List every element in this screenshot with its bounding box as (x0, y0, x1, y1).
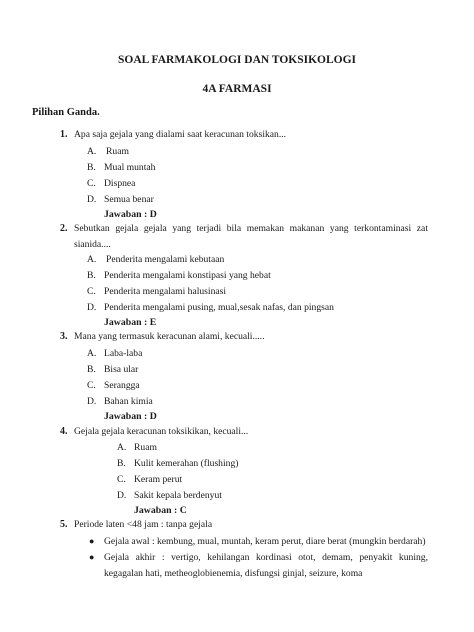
answer-key: Jawaban : E (104, 317, 157, 328)
option-text: Ruam (106, 146, 129, 157)
option-letter: A. (87, 348, 97, 359)
question-text: Sebutkan gejala gejala yang terjadi bila memakan makanan yang terkontaminasi zat (74, 223, 428, 234)
bullet-icon: ● (89, 552, 95, 562)
question-text: Mana yang termasuk keracunan alami, kecuali..... (74, 331, 265, 342)
question-number: 2. (60, 223, 68, 234)
bullet-text: Gejala awal : kembung, mual, muntah, keram perut, diare berat (mungkin berdarah) (104, 536, 426, 547)
bullet-text-continued: kegagalan hati, metheoglobienemia, disfungsi ginjal, seizure, koma (104, 568, 363, 579)
answer-key: Jawaban : D (104, 209, 157, 220)
option-letter: C. (87, 178, 96, 189)
option-text: Ruam (134, 442, 157, 453)
bullet-icon: ● (89, 536, 95, 546)
option-text: Kulit kemerahan (flushing) (134, 458, 239, 469)
option-letter: D. (87, 396, 97, 407)
question-text: Gejala gejala keracunan toksikikan, kecuali... (74, 426, 249, 437)
bullet-text: Gejala akhir : vertigo, kehilangan kordinasi otot, demam, penyakit kuning, (104, 552, 428, 563)
question-number: 5. (60, 519, 68, 530)
question-number: 1. (60, 129, 68, 140)
answer-key: Jawaban : C (134, 505, 187, 516)
option-text: Sakit kepala berdenyut (134, 490, 222, 501)
option-letter: B. (87, 364, 96, 375)
option-text: Penderita mengalami konstipasi yang hebat (104, 270, 271, 281)
section-heading: Pilihan Ganda. (32, 107, 100, 118)
option-letter: A. (87, 146, 97, 157)
option-text: Penderita mengalami kebutaan (106, 254, 225, 265)
option-text: Penderita mengalami pusing, mual,sesak nafas, dan pingsan (104, 302, 334, 313)
option-text: Keram perut (134, 474, 183, 485)
option-letter: D. (117, 490, 127, 501)
option-text: Mual muntah (104, 162, 156, 173)
option-letter: C. (87, 380, 96, 391)
document-title: SOAL FARMAKOLOGI DAN TOKSIKOLOGI (117, 54, 357, 66)
option-letter: D. (87, 302, 97, 313)
document-subtitle: 4A FARMASI (202, 83, 272, 95)
option-letter: B. (87, 270, 96, 281)
question-number: 3. (60, 331, 68, 342)
option-letter: A. (87, 254, 97, 265)
option-letter: B. (87, 162, 96, 173)
option-letter: D. (87, 194, 97, 205)
question-text: Periode laten <48 jam : tanpa gejala (74, 519, 213, 530)
option-text: Bahan kimia (104, 396, 153, 407)
question-number: 4. (60, 426, 68, 437)
option-letter: C. (87, 286, 96, 297)
option-text: Semua benar (104, 194, 154, 205)
question-text: Apa saja gejala yang dialami saat keracunan toksikan... (74, 129, 287, 140)
option-letter: B. (117, 458, 126, 469)
answer-key: Jawaban : D (104, 411, 157, 422)
option-text: Laba-laba (104, 348, 143, 359)
option-text: Dispnea (104, 178, 136, 189)
question-text-continued: sianida.... (74, 239, 111, 250)
option-text: Bisa ular (104, 364, 139, 375)
option-text: Serangga (104, 380, 140, 391)
option-letter: C. (117, 474, 126, 485)
option-text: Penderita mengalami halusinasi (104, 286, 227, 297)
option-letter: A. (117, 442, 127, 453)
